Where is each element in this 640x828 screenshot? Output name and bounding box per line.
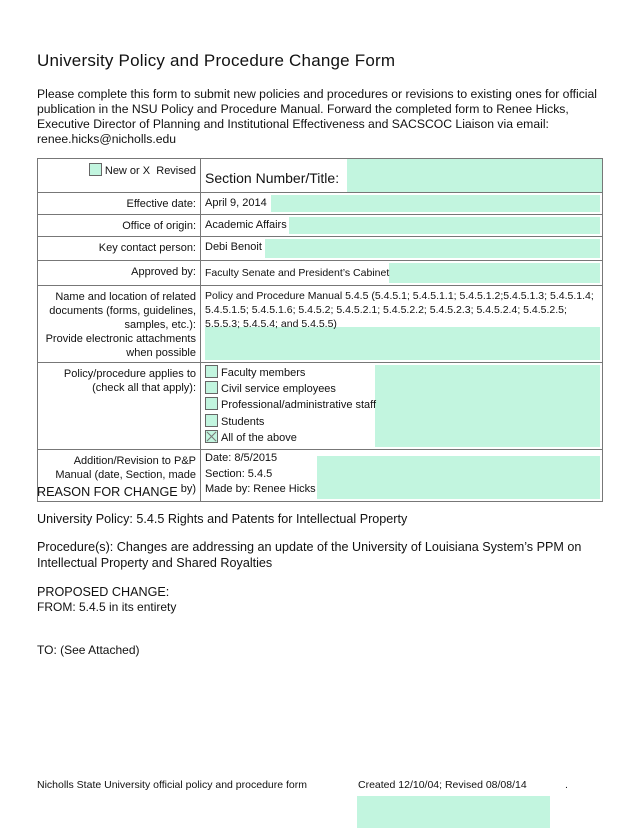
effective-date-cell <box>201 193 603 215</box>
faculty-checkbox[interactable] <box>205 365 218 378</box>
section-label: Section Number/Title: <box>205 170 340 186</box>
section-cell <box>201 159 603 193</box>
office-cell <box>201 215 603 237</box>
addition-label: Addition/Revision to P&P Manual (date, Section, made by) <box>38 450 201 502</box>
reason-heading: REASON FOR CHANGE <box>37 485 178 499</box>
from-line: FROM: 5.4.5 in its entirety <box>37 600 177 614</box>
applies-cell <box>201 363 603 450</box>
row-applies <box>38 363 603 450</box>
addition-section: Section: 5.4.5 <box>205 467 273 480</box>
addition-cell <box>201 450 603 502</box>
intro-paragraph: Please complete this form to submit new policies and procedures or revisions to existing ones for official publication in the NSU Policy and Procedure Manual. Forward the completed form to Renee Hicks, Executive Director of Planning and Institutional Effectiveness and SACSCOC Liaison via email: renee.hicks@nicholls.edu <box>37 87 597 146</box>
row-office <box>38 215 603 237</box>
page-title: University Policy and Procedure Change Form <box>37 51 396 70</box>
all-checkbox[interactable] <box>205 430 218 443</box>
option-label: Civil service employees <box>221 383 336 396</box>
option-faculty[interactable] <box>205 365 598 381</box>
location-label-cell <box>38 286 201 363</box>
effective-date-label: Effective date: <box>38 193 201 215</box>
policy-line: University Policy: 5.4.5 Rights and Patents for Intellectual Property <box>37 512 408 526</box>
new-checkbox[interactable] <box>89 163 102 176</box>
approved-value: Faculty Senate and President’s Cabinet <box>205 267 390 279</box>
addition-madeby: Made by: Renee Hicks <box>205 483 316 496</box>
option-label: Faculty members <box>221 367 306 379</box>
option-all[interactable] <box>205 430 598 446</box>
to-line: TO: (See Attached) <box>37 643 140 657</box>
row-approved <box>38 261 603 286</box>
civil-service-checkbox[interactable] <box>205 381 218 394</box>
proposed-heading: PROPOSED CHANGE: <box>37 585 170 599</box>
office-label: Office of origin: <box>38 215 201 237</box>
students-checkbox[interactable] <box>205 414 218 427</box>
footer-field[interactable] <box>357 796 550 828</box>
office-value: Academic Affairs <box>205 219 287 231</box>
row-effective-date <box>38 193 603 215</box>
option-label: Students <box>221 415 265 428</box>
addition-date: Date: 8/5/2015 <box>205 452 278 465</box>
new-label: New or <box>104 165 140 177</box>
row-new-revised <box>38 159 603 193</box>
change-form-table <box>37 158 603 502</box>
row-contact <box>38 237 603 261</box>
contact-cell <box>201 237 603 261</box>
effective-date-value: April 9, 2014 <box>205 197 267 209</box>
row-location <box>38 286 603 363</box>
footer-period: . <box>565 779 568 791</box>
location-cell <box>201 286 603 363</box>
option-label: All of the above <box>221 431 297 444</box>
professional-checkbox[interactable] <box>205 397 218 410</box>
addition-values <box>201 450 602 501</box>
attach-label: Provide electronic attachments when possible <box>45 333 196 359</box>
option-label: Professional/administrative staff <box>221 399 377 412</box>
footer-left: Nicholls State University official policy and procedure form <box>37 779 308 791</box>
procedure-line: Procedure(s): Changes are addressing an update of the University of Louisiana System’s PPM on Intellectual Property and Shared Royalties <box>37 540 582 570</box>
option-civil-service[interactable] <box>205 381 598 397</box>
applies-list <box>201 363 602 449</box>
footer-right: Created 12/10/04; Revised 08/08/14 <box>358 779 527 791</box>
approved-label: Approved by: <box>38 261 201 286</box>
option-students[interactable] <box>205 414 598 430</box>
applies-label: Policy/procedure applies to (check all that apply): <box>38 363 201 450</box>
contact-value: Debi Benoit <box>205 241 262 253</box>
location-label: Name and location of related documents (forms, guidelines, samples, etc.): <box>49 291 196 331</box>
revised-label: Revised <box>156 165 196 177</box>
approved-cell <box>201 261 603 286</box>
location-value: Policy and Procedure Manual 5.4.5 (5.4.5.1; 5.4.5.1.1; 5.4.5.1.2;5.4.5.1.3; 5.4.5.1.4; 5.4.5.1.5; 5.4.5.1.6; 5.4.5.2; 5.4.5.2.1; 5.4.5.2.2; 5.4.5.2.3; 5.4.5.2.4; 5.4.5.2.5; 5.5.5.3; 5.4.5.4; and 5.4.5.5) <box>205 290 594 330</box>
revised-mark: X <box>142 165 151 177</box>
contact-label: Key contact person: <box>38 237 201 261</box>
new-revised-cell <box>38 159 201 193</box>
option-professional[interactable] <box>205 397 598 413</box>
